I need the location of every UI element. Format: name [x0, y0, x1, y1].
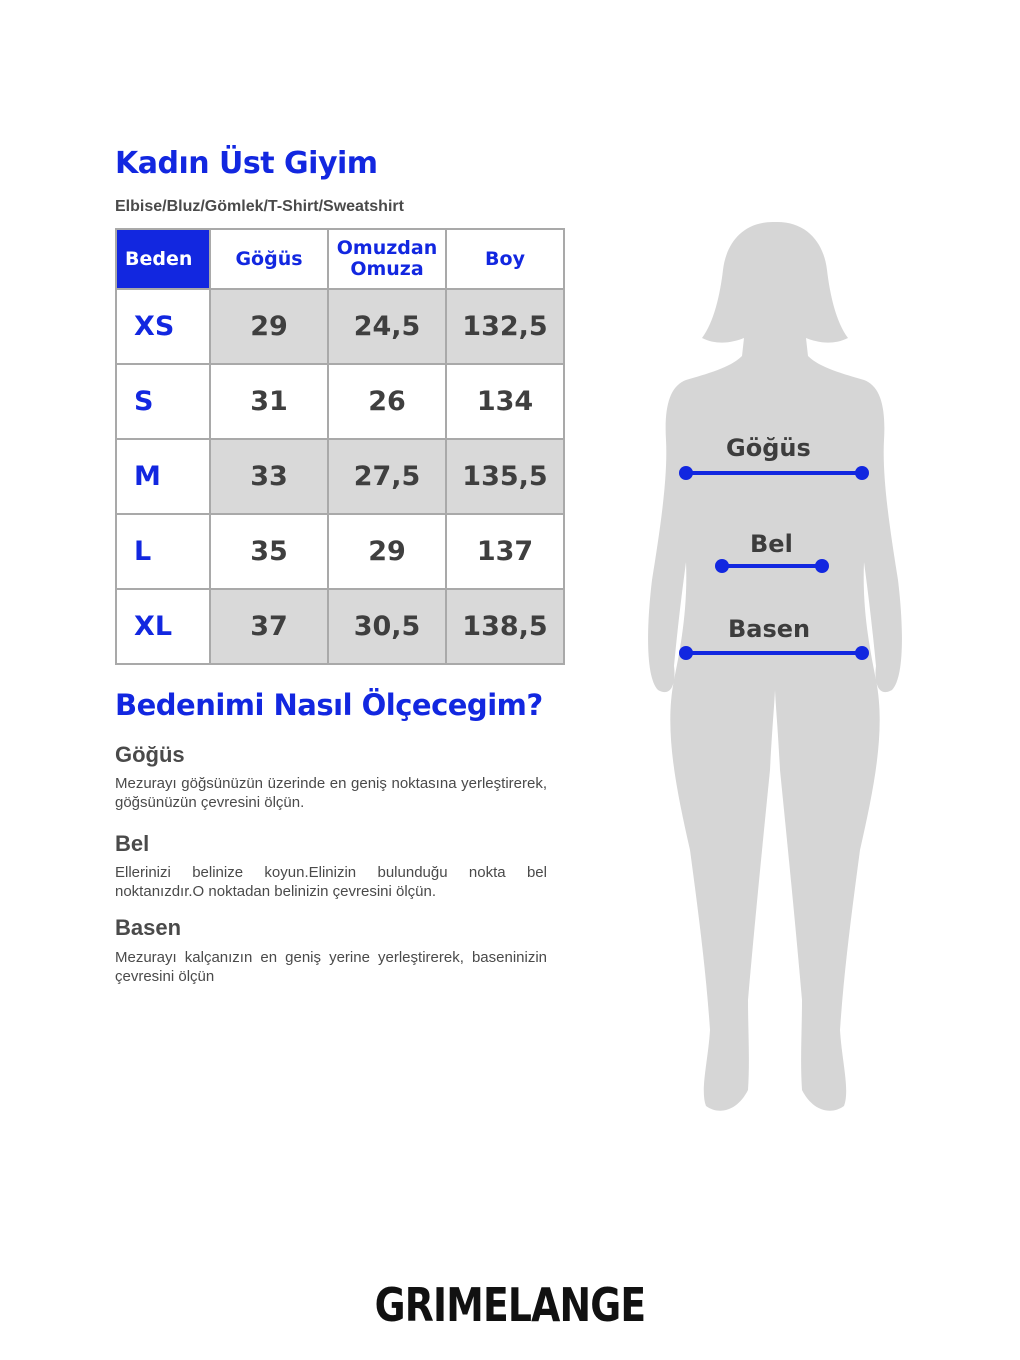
size-cell: L: [116, 514, 210, 589]
length-cell: 137: [446, 514, 564, 589]
header-shoulder-line-1: Omuzdan: [336, 237, 438, 259]
size-cell: M: [116, 439, 210, 514]
table-row: [116, 439, 564, 514]
table-row: [116, 289, 564, 364]
table-row: [116, 589, 564, 664]
table-header-row: [116, 229, 564, 289]
shoulder-cell: 30,5: [328, 589, 446, 664]
header-shoulder-line-2: Omuza: [350, 258, 424, 280]
shoulder-cell: 24,5: [328, 289, 446, 364]
size-cell: S: [116, 364, 210, 439]
length-cell: 135,5: [446, 439, 564, 514]
chest-cell: 37: [210, 589, 328, 664]
shoulder-cell: 27,5: [328, 439, 446, 514]
header-chest: Göğüs: [210, 229, 328, 289]
chest-cell: 29: [210, 289, 328, 364]
shoulder-cell: 26: [328, 364, 446, 439]
measuring-guide-title: Bedenimi Nasıl Ölçecegim?: [115, 688, 543, 722]
guide-waist-heading: Bel: [115, 831, 150, 856]
figure-label-chest: Göğüs: [726, 434, 811, 462]
chest-cell: 31: [210, 364, 328, 439]
guide-hip-text: Mezurayı kalçanızın en geniş yerine yerleştirerek, baseninizin çevresini ölçün: [115, 949, 547, 985]
guide-chest-text: Mezurayı göğsünüzün üzerinde en geniş noktasına yerleştirerek, göğsünüzün çevresini ölçün.: [115, 775, 547, 811]
chest-cell: 33: [210, 439, 328, 514]
shoulder-cell: 29: [328, 514, 446, 589]
table-row: [116, 514, 564, 589]
figure-label-waist: Bel: [750, 530, 793, 558]
brand-logo: GRIMELANGE: [374, 1278, 646, 1332]
table-row: [116, 364, 564, 439]
length-cell: 138,5: [446, 589, 564, 664]
garment-types-subtitle: Elbise/Bluz/Gömlek/T-Shirt/Sweatshirt: [115, 198, 404, 215]
header-size: Beden: [116, 229, 210, 289]
length-cell: 134: [446, 364, 564, 439]
figure-label-hip: Basen: [728, 615, 811, 643]
chest-cell: 35: [210, 514, 328, 589]
size-cell: XS: [116, 289, 210, 364]
header-length: Boy: [446, 229, 564, 289]
size-cell: XL: [116, 589, 210, 664]
size-chart-table: [115, 228, 565, 665]
female-body-silhouette-icon: [630, 210, 920, 1130]
header-shoulder: [328, 229, 446, 289]
guide-hip-heading: Basen: [115, 915, 182, 940]
guide-chest-heading: Göğüs: [115, 742, 185, 767]
body-measurement-figure: [630, 210, 920, 1130]
guide-waist-text: Ellerinizi belinize koyun.Elinizin bulunduğu nokta bel noktanızdır.O noktadan belinizin çevresini ölçün.: [115, 864, 547, 900]
length-cell: 132,5: [446, 289, 564, 364]
page-title: Kadın Üst Giyim: [115, 146, 378, 181]
